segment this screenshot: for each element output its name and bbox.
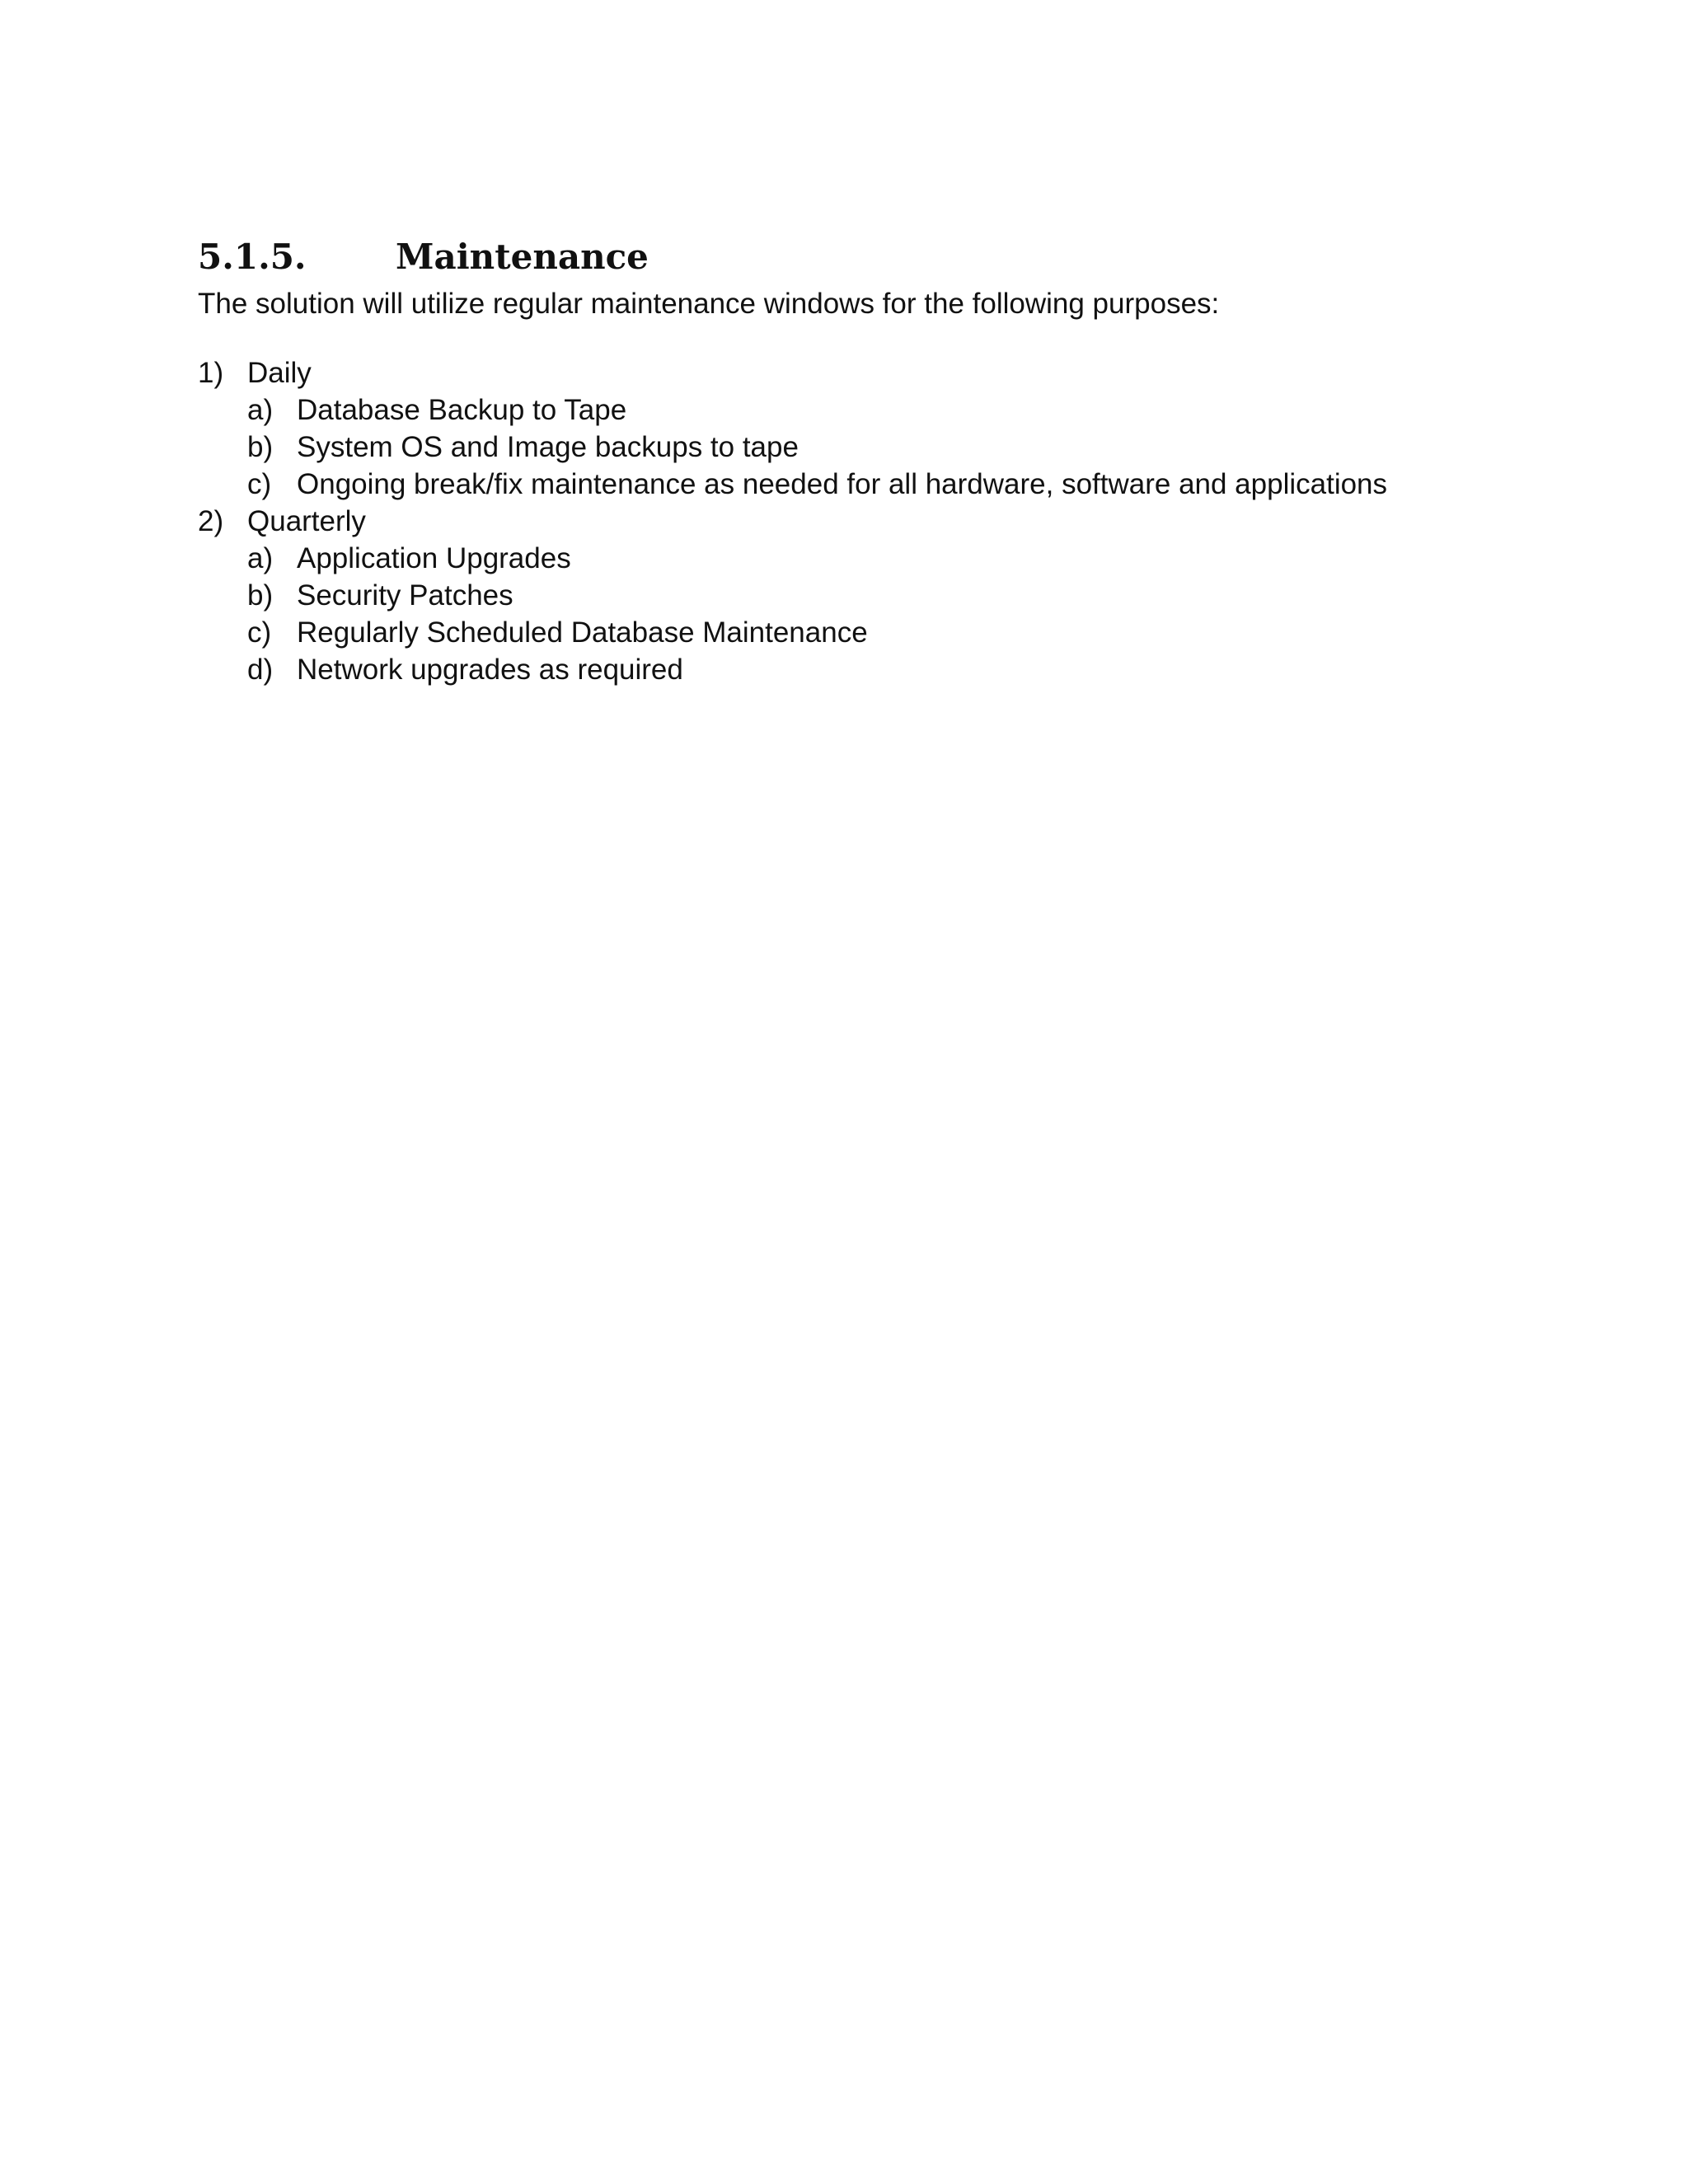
section-title: Maintenance (396, 237, 649, 277)
maintenance-list (198, 354, 1484, 688)
sublist-item-row (247, 651, 1484, 688)
section-number: 5.1.5. (198, 237, 307, 277)
list-item-label: Daily (247, 357, 312, 389)
sublist-item-text: System OS and Image backups to tape (297, 431, 799, 463)
sublist-item (247, 614, 1484, 651)
sublist-item-row (247, 614, 1484, 651)
sublist-item-row (247, 429, 1484, 466)
sublist-marker: b) (247, 431, 274, 463)
sublist-marker: c) (247, 468, 272, 500)
sublist-item-row (247, 391, 1484, 429)
section-heading (198, 234, 1484, 280)
daily-sublist (198, 391, 1484, 503)
list-item-quarterly (198, 503, 1484, 688)
list-marker: 2) (198, 505, 224, 537)
sublist-item (247, 429, 1484, 466)
sublist-marker: d) (247, 654, 274, 686)
sublist-marker: b) (247, 579, 274, 612)
sublist-item (247, 577, 1484, 614)
sublist-item-text: Application Upgrades (297, 542, 571, 574)
sublist-item (247, 651, 1484, 688)
list-item-label: Quarterly (247, 505, 366, 537)
sublist-marker: a) (247, 542, 274, 574)
sublist-item (247, 540, 1484, 577)
sublist-item-text: Security Patches (297, 579, 513, 612)
quarterly-sublist (198, 540, 1484, 688)
sublist-item-row (247, 466, 1484, 503)
list-item-row (198, 354, 1484, 391)
list-marker: 1) (198, 357, 224, 389)
list-item-daily (198, 354, 1484, 503)
sublist-item (247, 466, 1484, 503)
sublist-marker: a) (247, 394, 274, 426)
sublist-item-row (247, 540, 1484, 577)
sublist-item-text: Ongoing break/fix maintenance as needed for all hardware, software and applications (297, 468, 1388, 500)
intro-paragraph: The solution will utilize regular maintenance windows for the following purposes: (198, 288, 1220, 320)
list-item-row (198, 503, 1484, 540)
sublist-item (247, 391, 1484, 429)
sublist-item-text: Regularly Scheduled Database Maintenance (297, 616, 868, 649)
sublist-item-row (247, 577, 1484, 614)
section-content (198, 234, 1484, 688)
sublist-item-text: Database Backup to Tape (297, 394, 627, 426)
sublist-item-text: Network upgrades as required (297, 654, 683, 686)
sublist-marker: c) (247, 616, 272, 649)
